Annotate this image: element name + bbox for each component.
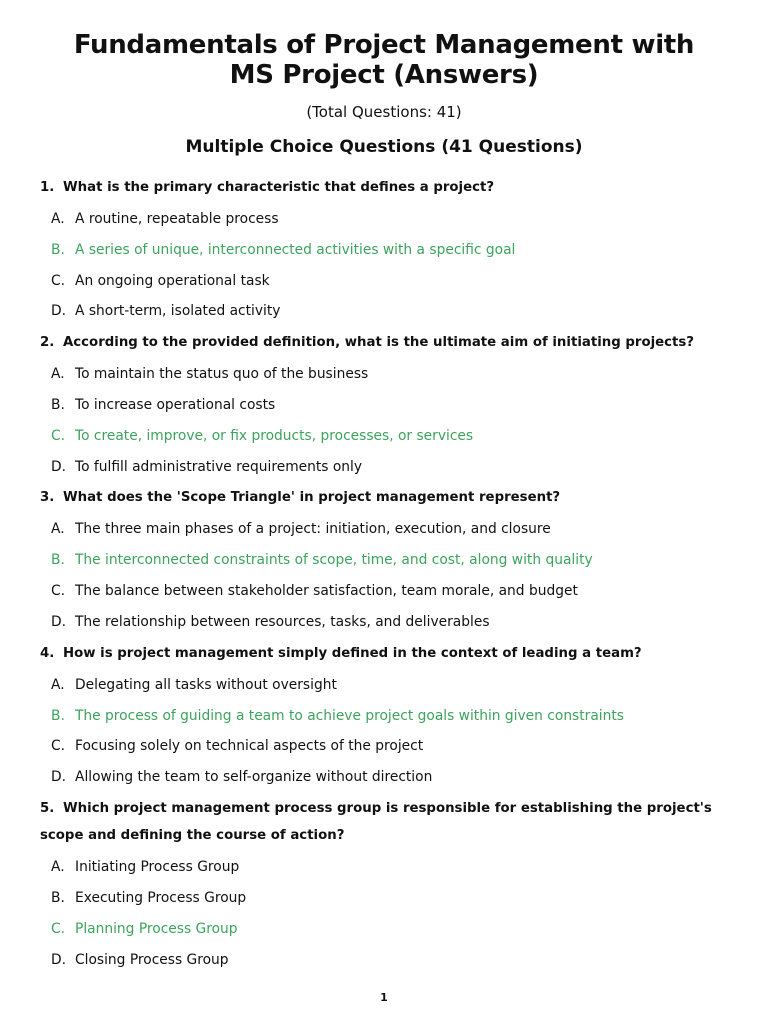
q3-option-d [51, 612, 731, 632]
question-5 [40, 795, 730, 849]
option-letter: D. [51, 614, 67, 630]
option-text: To create, improve, or fix products, processes, or services [75, 428, 474, 444]
option-letter: B. [51, 397, 65, 413]
q1-option-b-correct [51, 240, 731, 260]
q5-option-d [51, 950, 731, 970]
q2-option-d [51, 457, 731, 477]
option-letter: A. [51, 521, 65, 537]
q5-option-a [51, 857, 731, 877]
q2-option-c-correct [51, 426, 731, 446]
section-heading: Multiple Choice Questions (41 Questions) [185, 137, 583, 157]
option-text: The relationship between resources, tasks, and deliverables [75, 614, 490, 630]
option-text: Delegating all tasks without oversight [75, 677, 337, 693]
option-text: The process of guiding a team to achieve project goals within given constraints [75, 708, 624, 724]
option-letter: A. [51, 211, 65, 227]
question-text: Which project management process group is responsible for establishing the project's scope and defining the course of action? [40, 801, 712, 843]
question-text: According to the provided definition, what is the ultimate aim of initiating projects? [63, 335, 695, 350]
option-text: Planning Process Group [75, 921, 238, 937]
question-number: 5. [40, 801, 55, 816]
option-letter: B. [51, 552, 65, 568]
page-title-line-2: MS Project (Answers) [229, 60, 539, 90]
option-text: Closing Process Group [75, 952, 229, 968]
option-text: The balance between stakeholder satisfaction, team morale, and budget [75, 583, 578, 599]
page-title-line-1: Fundamentals of Project Management with [73, 30, 695, 60]
q1-option-d [51, 301, 731, 321]
option-text: Allowing the team to self-organize without direction [75, 769, 433, 785]
question-number: 3. [40, 490, 55, 505]
question-number: 1. [40, 180, 55, 195]
option-text: A short-term, isolated activity [75, 303, 281, 319]
q4-option-c [51, 736, 731, 756]
q3-option-a [51, 519, 731, 539]
q4-option-d [51, 767, 731, 787]
option-text: Focusing solely on technical aspects of the project [75, 738, 424, 754]
question-text: What does the 'Scope Triangle' in project management represent? [63, 490, 561, 505]
option-text: To fulfill administrative requirements only [75, 459, 363, 475]
option-text: The three main phases of a project: initiation, execution, and closure [75, 521, 551, 537]
option-text: Executing Process Group [75, 890, 247, 906]
option-letter: D. [51, 952, 67, 968]
option-letter: C. [51, 921, 66, 937]
q4-option-b-correct [51, 706, 731, 726]
question-number: 4. [40, 646, 55, 661]
q2-option-b [51, 395, 731, 415]
q4-option-a [51, 675, 731, 695]
option-text: To maintain the status quo of the business [75, 366, 369, 382]
question-text: What is the primary characteristic that defines a project? [63, 180, 495, 195]
option-letter: B. [51, 708, 65, 724]
option-text: A series of unique, interconnected activities with a specific goal [75, 242, 516, 258]
q3-option-b-correct [51, 550, 731, 570]
question-3 [40, 484, 730, 511]
question-number: 2. [40, 335, 55, 350]
option-letter: C. [51, 273, 66, 289]
page-number: 1 [380, 991, 388, 1004]
q3-option-c [51, 581, 731, 601]
option-text: An ongoing operational task [75, 273, 270, 289]
option-letter: B. [51, 242, 65, 258]
option-letter: A. [51, 859, 65, 875]
option-text: To increase operational costs [75, 397, 276, 413]
option-letter: C. [51, 583, 66, 599]
question-2 [40, 329, 730, 356]
option-letter: D. [51, 769, 67, 785]
q5-option-c-correct [51, 919, 731, 939]
option-letter: C. [51, 428, 66, 444]
option-letter: D. [51, 303, 67, 319]
option-letter: C. [51, 738, 66, 754]
question-1 [40, 174, 730, 201]
q5-option-b [51, 888, 731, 908]
question-4 [40, 640, 730, 667]
page-title [40, 30, 728, 90]
q1-option-c [51, 271, 731, 291]
option-letter: B. [51, 890, 65, 906]
option-letter: A. [51, 366, 65, 382]
total-questions: (Total Questions: 41) [306, 103, 462, 121]
option-text: Initiating Process Group [75, 859, 240, 875]
q2-option-a [51, 364, 731, 384]
option-text: A routine, repeatable process [75, 211, 279, 227]
q1-option-a [51, 209, 731, 229]
option-letter: A. [51, 677, 65, 693]
option-text: The interconnected constraints of scope, time, and cost, along with quality [75, 552, 593, 568]
option-letter: D. [51, 459, 67, 475]
question-text: How is project management simply defined in the context of leading a team? [63, 646, 642, 661]
